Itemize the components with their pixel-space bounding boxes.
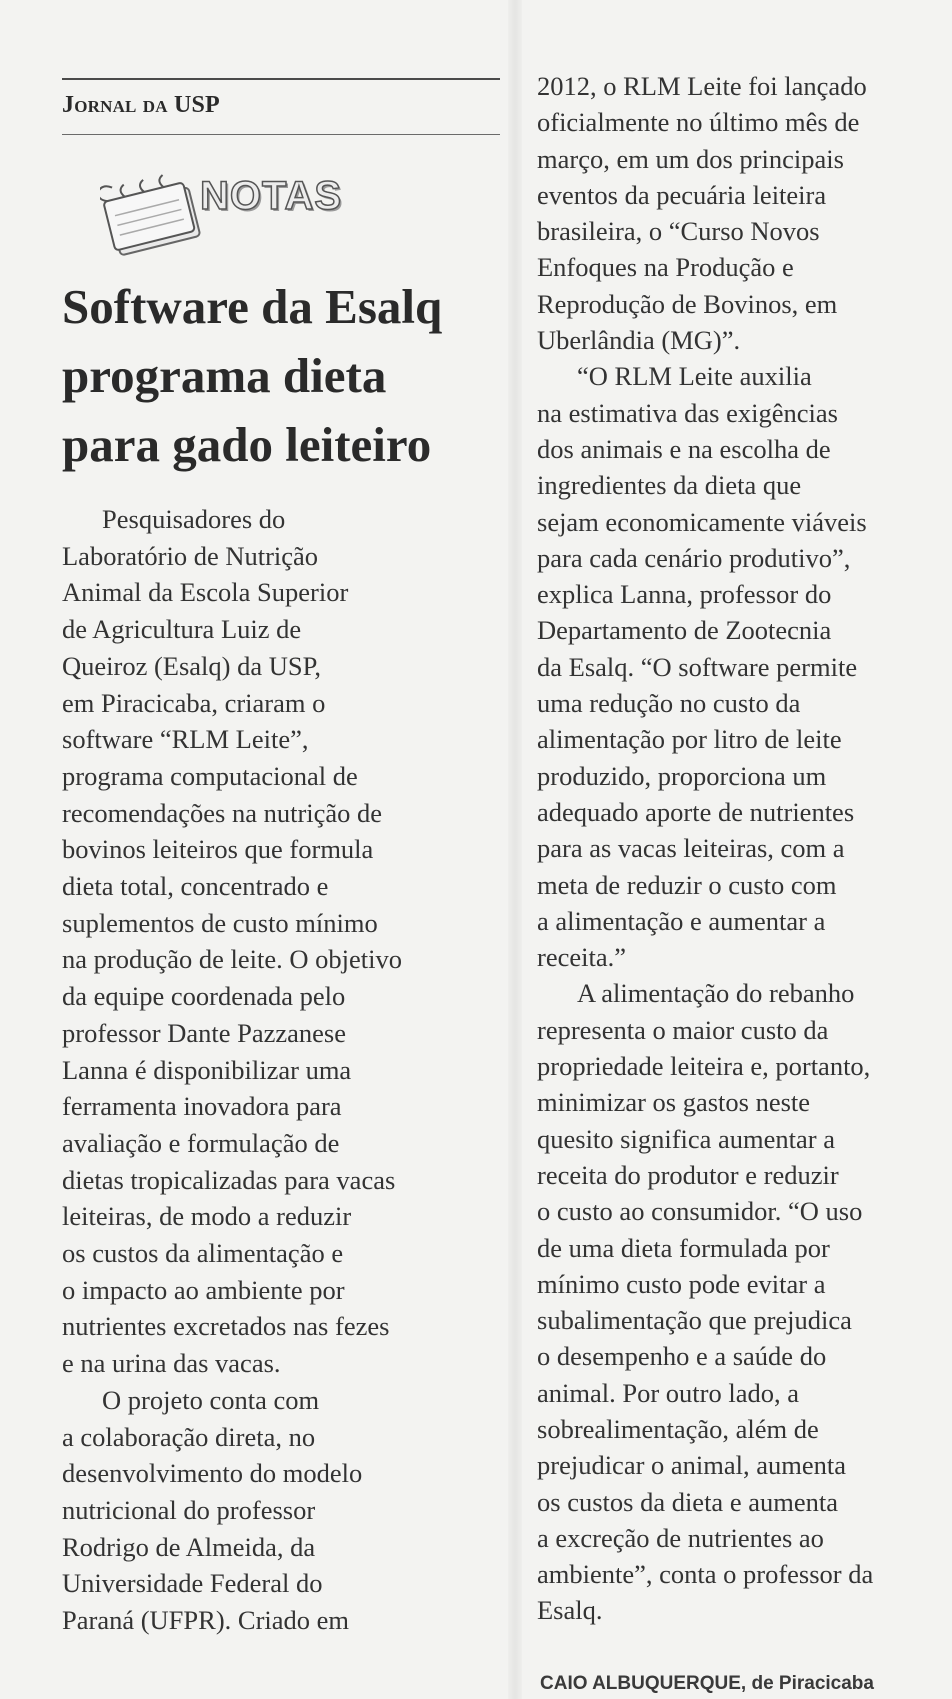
text-line: de uma dieta formulada por <box>537 1232 830 1263</box>
text-line: prejudicar o animal, aumenta <box>537 1450 847 1481</box>
text-line: da equipe coordenada pelo <box>62 981 346 1012</box>
text-line: os custos da alimentação e <box>62 1238 344 1269</box>
text-line: o desempenho e a saúde do <box>537 1341 827 1372</box>
text-line: bovinos leiteiros que formula <box>62 834 374 865</box>
text-line: a colaboração direta, no <box>62 1421 316 1452</box>
article-body-left-column <box>62 501 492 1639</box>
text-line: Paraná (UFPR). Criado em <box>62 1605 350 1636</box>
text-line: desenvolvimento do modelo <box>62 1458 363 1489</box>
text-line: software “RLM Leite”, <box>62 724 309 755</box>
text-line: A alimentação do rebanho <box>577 978 855 1009</box>
article-byline: CAIO ALBUQUERQUE, de Piracicaba <box>540 1673 874 1694</box>
section-label: NOTAS <box>200 174 343 218</box>
text-line: março, em um dos principais <box>537 143 844 174</box>
text-line: em Piracicaba, criaram o <box>62 687 326 718</box>
text-line: alimentação por litro de leite <box>537 724 842 755</box>
text-line: oficialmente no último mês de <box>537 107 860 138</box>
text-line: os custos da dieta e aumenta <box>537 1486 838 1517</box>
text-line: Esalq. <box>537 1595 603 1626</box>
text-line: para cada cenário produtivo”, <box>537 542 851 573</box>
text-line: programa computacional de <box>62 760 358 791</box>
article-body-right-column <box>537 68 952 1629</box>
text-line: mínimo custo pode evitar a <box>537 1268 826 1299</box>
masthead-rule-top <box>62 78 500 80</box>
text-line: ambiente”, conta o professor da <box>537 1559 874 1590</box>
text-line: Universidade Federal do <box>62 1568 323 1599</box>
text-line: na produção de leite. O objetivo <box>62 944 402 975</box>
headline-line: programa dieta <box>62 348 387 403</box>
text-line: Departamento de Zootecnia <box>537 615 832 646</box>
text-line: adequado aporte de nutrientes <box>537 796 855 827</box>
text-line: sejam economicamente viáveis <box>537 506 867 537</box>
article-headline <box>62 272 502 479</box>
text-line: propriedade leiteira e, portanto, <box>537 1051 871 1082</box>
text-line: dos animais e na escolha de <box>537 433 831 464</box>
text-line: subalimentação que prejudica <box>537 1305 852 1336</box>
text-line: na estimativa das exigências <box>537 397 838 428</box>
text-line: Uberlândia (MG)”. <box>537 325 741 356</box>
text-line: dietas tropicalizadas para vacas <box>62 1164 396 1195</box>
text-line: ingredientes da dieta que <box>537 470 802 501</box>
text-line: e na urina das vacas. <box>62 1348 281 1379</box>
text-line: Pesquisadores do <box>102 504 286 534</box>
text-line: uma redução no custo da <box>537 688 801 719</box>
text-line: suplementos de custo mínimo <box>62 907 378 938</box>
text-line: quesito significa aumentar a <box>537 1123 836 1154</box>
text-line: nutricional do professor <box>62 1494 316 1525</box>
text-line: a excreção de nutrientes ao <box>537 1522 824 1553</box>
text-line: Rodrigo de Almeida, da <box>62 1531 316 1562</box>
text-line: o impacto ao ambiente por <box>62 1274 345 1305</box>
text-line: receita do produtor e reduzir <box>537 1159 839 1190</box>
text-line: meta de reduzir o custo com <box>537 869 837 900</box>
text-line: leiteiras, de modo a reduzir <box>62 1201 352 1232</box>
text-line: Reprodução de Bovinos, em <box>537 288 838 319</box>
text-line: nutrientes excretados nas fezes <box>62 1311 390 1342</box>
headline-line: para gado leiteiro <box>62 417 432 472</box>
text-line: dieta total, concentrado e <box>62 871 329 902</box>
headline-line: Software da Esalq <box>62 279 443 334</box>
text-line: a alimentação e aumentar a <box>537 905 826 936</box>
text-line: brasileira, o “Curso Novos <box>537 216 820 247</box>
text-line: explica Lanna, professor do <box>537 579 832 610</box>
text-line: receita.” <box>537 942 626 973</box>
notas-section-badge <box>100 170 360 260</box>
text-line: produzido, proporciona um <box>537 760 827 791</box>
text-line: representa o maior custo da <box>537 1014 829 1045</box>
text-line: Lanna é disponibilizar uma <box>62 1054 352 1085</box>
masthead-rule-bottom <box>62 134 500 135</box>
text-line: de Agricultura Luiz de <box>62 614 302 645</box>
text-line: Laboratório de Nutrição <box>62 540 319 571</box>
text-line: recomendações na nutrição de <box>62 797 383 828</box>
text-line: sobrealimentação, além de <box>537 1413 819 1444</box>
text-line: professor Dante Pazzanese <box>62 1017 347 1048</box>
text-line: “O RLM Leite auxilia <box>577 361 812 392</box>
masthead: Jornal da USP <box>62 92 220 118</box>
text-line: ferramenta inovadora para <box>62 1091 342 1122</box>
text-line: Enfoques na Produção e <box>537 252 794 283</box>
text-line: eventos da pecuária leiteira <box>537 179 827 210</box>
text-line: da Esalq. “O software permite <box>537 651 858 682</box>
text-line: O projeto conta com <box>102 1384 320 1415</box>
text-line: minimizar os gastos neste <box>537 1087 811 1118</box>
text-line: avaliação e formulação de <box>62 1127 340 1158</box>
text-line: animal. Por outro lado, a <box>537 1377 799 1408</box>
page-fold-shadow <box>508 0 522 1699</box>
text-line: Queiroz (Esalq) da USP, <box>62 650 322 681</box>
text-line: o custo ao consumidor. “O uso <box>537 1196 863 1227</box>
text-line: Animal da Escola Superior <box>62 577 349 608</box>
text-line: 2012, o RLM Leite foi lançado <box>537 71 867 101</box>
text-line: para as vacas leiteiras, com a <box>537 833 845 864</box>
notepad-icon <box>100 170 210 260</box>
